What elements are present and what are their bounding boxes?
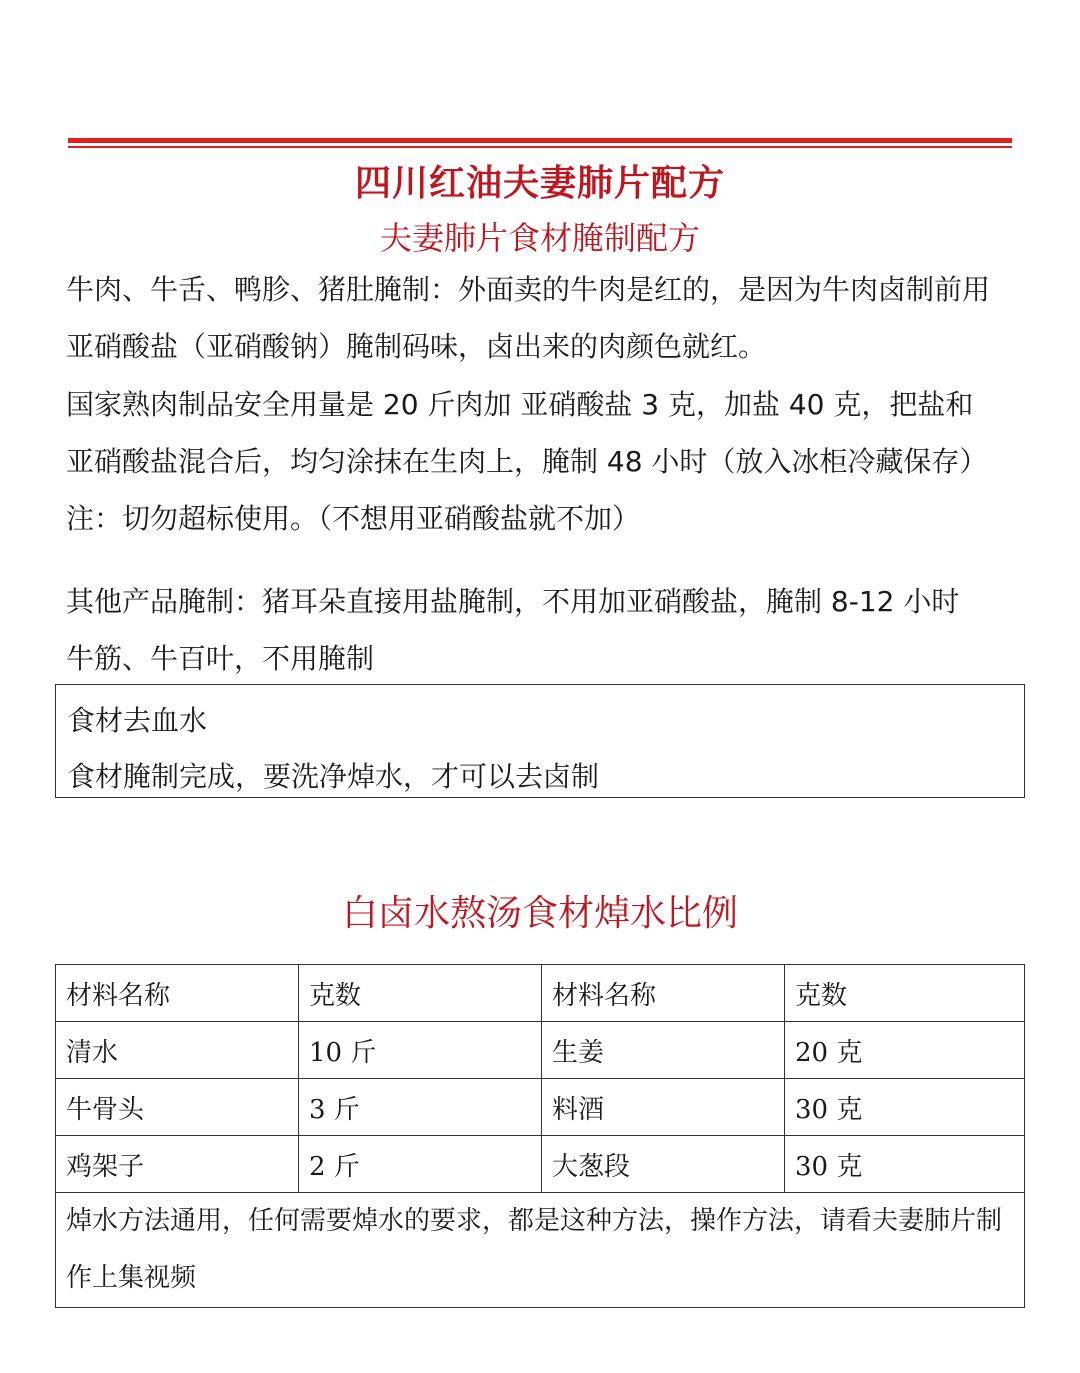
top-red-rule-thin xyxy=(68,146,1012,148)
table-cell: 2 斤 xyxy=(299,1136,542,1193)
table-row xyxy=(56,1136,1025,1193)
table-cell: 清水 xyxy=(56,1022,299,1079)
blanch-info-box xyxy=(55,684,1025,798)
ingredient-ratio-table xyxy=(55,964,1025,1308)
box-heading: 食材去血水 xyxy=(67,704,208,737)
table-cell: 30 克 xyxy=(785,1136,1025,1193)
table-cell: 30 克 xyxy=(785,1079,1025,1136)
marinade-paragraph-dosage xyxy=(66,376,1026,490)
table-cell: 鸡架子 xyxy=(56,1136,299,1193)
table-note-cell: 焯水方法通用，任何需要焯水的要求，都是这种方法，操作方法，请看夫妻肺片制作上集视频 xyxy=(56,1193,1025,1308)
table-cell: 大葱段 xyxy=(542,1136,785,1193)
table-note-row xyxy=(56,1193,1025,1308)
box-text: 食材腌制完成，要洗净焯水，才可以去卤制 xyxy=(67,760,600,793)
table-cell: 10 斤 xyxy=(299,1022,542,1079)
top-red-rule-thick xyxy=(68,138,1012,143)
paragraph-line: 亚硝酸盐混合后，均匀涂抹在生肉上，腌制 48 小时（放入冰柜冷藏保存） xyxy=(66,445,988,478)
table-cell: 料酒 xyxy=(542,1079,785,1136)
paragraph-line: 其他产品腌制：猪耳朵直接用盐腌制，不用加亚硝酸盐，腌制 8-12 小时 xyxy=(66,585,960,618)
paragraph-line: 亚硝酸盐（亚硝酸钠）腌制码味，卤出来的肉颜色就红。 xyxy=(66,330,767,363)
marinade-paragraph-note xyxy=(66,490,1026,547)
paragraph-line: 国家熟肉制品安全用量是 20 斤肉加 亚硝酸盐 3 克，加盐 40 克，把盐和 xyxy=(66,388,974,421)
marinade-paragraph-other xyxy=(66,573,1026,687)
table-row xyxy=(56,1079,1025,1136)
table-header-cell: 材料名称 xyxy=(542,965,785,1022)
paragraph-line: 牛肉、牛舌、鸭胗、猪肚腌制：外面卖的牛肉是红的，是因为牛肉卤制前用 xyxy=(66,273,991,306)
section-title-ratio: 白卤水熬汤食材焯水比例 xyxy=(341,893,738,934)
table-cell: 生姜 xyxy=(542,1022,785,1079)
table-header-row xyxy=(56,965,1025,1022)
table-cell: 20 克 xyxy=(785,1022,1025,1079)
table-row xyxy=(56,1022,1025,1079)
table-header-cell: 克数 xyxy=(785,965,1025,1022)
table-cell: 3 斤 xyxy=(299,1079,542,1136)
paragraph-line: 注：切勿超标使用。（不想用亚硝酸盐就不加） xyxy=(66,502,641,535)
table-header-cell: 材料名称 xyxy=(56,965,299,1022)
table-cell: 牛骨头 xyxy=(56,1079,299,1136)
page-subtitle: 夫妻肺片食材腌制配方 xyxy=(379,219,700,257)
marinade-paragraph-beef xyxy=(66,261,1026,375)
page-title: 四川红油夫妻肺片配方 xyxy=(354,163,725,204)
table-header-cell: 克数 xyxy=(299,965,542,1022)
paragraph-line: 牛筋、牛百叶，不用腌制 xyxy=(66,642,375,675)
